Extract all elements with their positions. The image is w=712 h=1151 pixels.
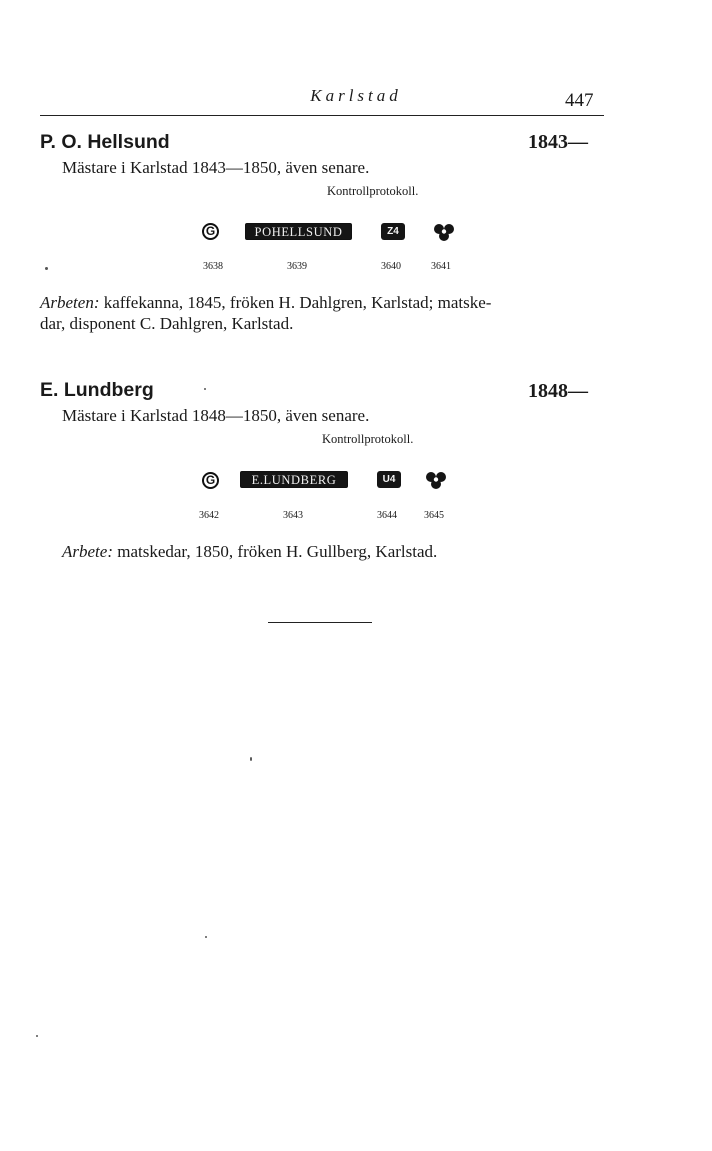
mark-number: 3640 — [381, 261, 401, 272]
print-speck — [36, 1035, 38, 1037]
control-source: Kontrollprotokoll. — [322, 432, 414, 446]
mark-number: 3643 — [283, 510, 303, 521]
maker-name: P. O. Hellsund — [40, 131, 170, 153]
print-speck — [204, 388, 206, 390]
header-rule — [40, 115, 604, 116]
mark-number: 3641 — [431, 261, 451, 272]
maker-year: 1848— — [528, 380, 588, 402]
section-end-rule — [268, 622, 372, 623]
works-line: dar, disponent C. Dahlgren, Karlstad. — [40, 314, 294, 333]
works-text: kaffekanna, 1845, fröken H. Dahlgren, Karlstad; matske- — [103, 293, 492, 312]
maker-name: E. Lundberg — [40, 379, 154, 401]
works-paragraph — [62, 541, 606, 562]
print-speck — [250, 757, 252, 761]
works-label: Arbeten: — [40, 293, 100, 312]
date-letter-mark: U4 — [377, 471, 401, 488]
maker-mark-stamp: POHELLSUND — [245, 223, 352, 240]
trefoil-mark-icon — [432, 222, 456, 242]
works-paragraph — [40, 292, 606, 334]
control-source: Kontrollprotokoll. — [327, 184, 419, 198]
mark-number: 3644 — [377, 510, 397, 521]
works-text: matskedar, 1850, fröken H. Gullberg, Karlstad. — [117, 542, 438, 561]
maker-description: Mästare i Karlstad 1848—1850, även senare. — [62, 406, 370, 425]
works-line — [40, 292, 606, 313]
maker-description: Mästare i Karlstad 1843—1850, även senare. — [62, 158, 370, 177]
mark-number: 3639 — [287, 261, 307, 272]
date-letter-mark: Z4 — [381, 223, 405, 240]
maker-year: 1843— — [528, 131, 588, 153]
mark-number: 3642 — [199, 510, 219, 521]
maker-mark-stamp: E.LUNDBERG — [240, 471, 348, 488]
city-mark-g: G — [202, 472, 219, 489]
print-speck — [45, 267, 48, 270]
running-title: Karlstad — [310, 86, 402, 105]
city-mark-g: G — [202, 223, 219, 240]
page-number: 447 — [565, 90, 594, 111]
works-label: Arbete: — [62, 542, 113, 561]
mark-number: 3645 — [424, 510, 444, 521]
print-speck — [205, 936, 207, 938]
mark-number: 3638 — [203, 261, 223, 272]
trefoil-mark-icon — [424, 470, 448, 490]
